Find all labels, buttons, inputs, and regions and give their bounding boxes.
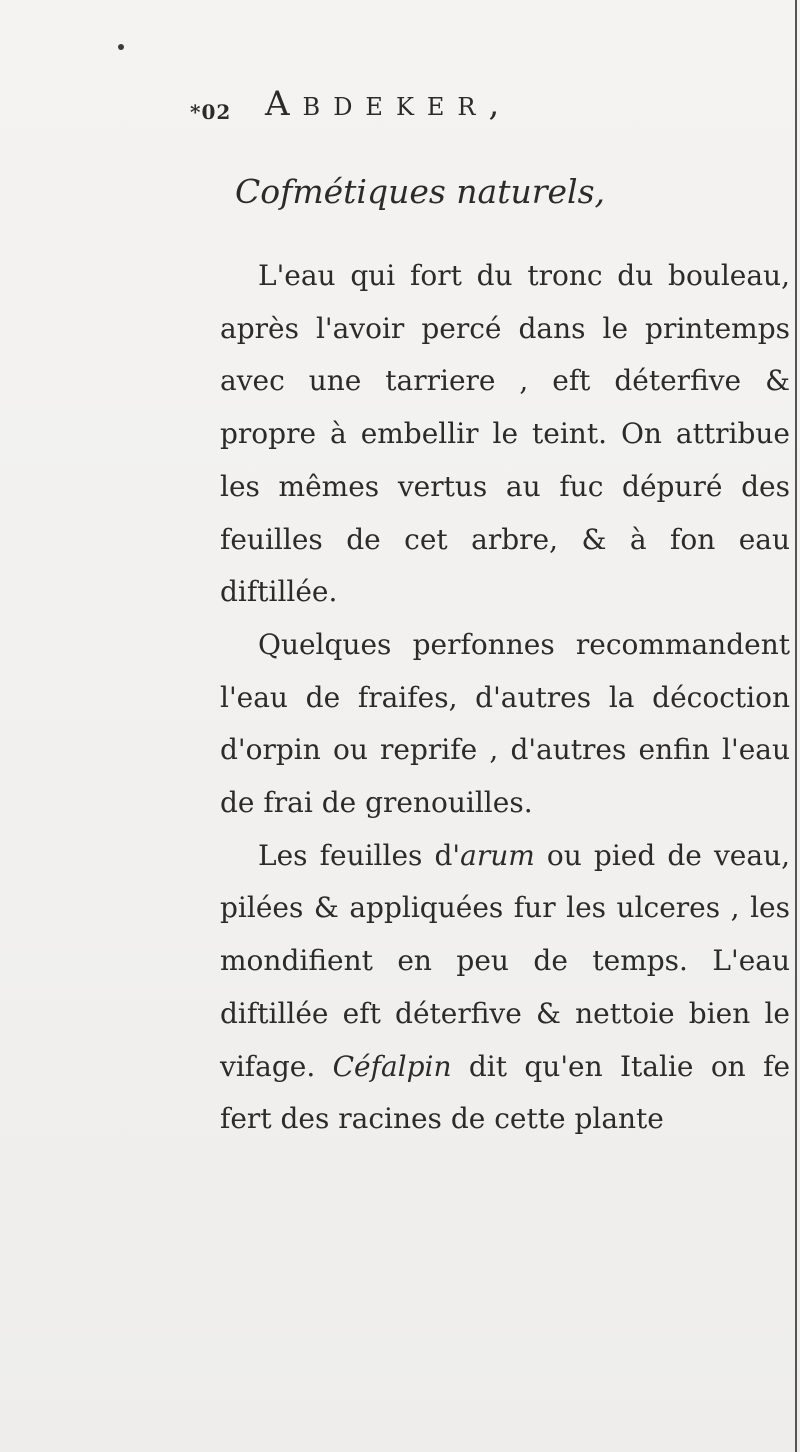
page-edge-line [795,0,797,1452]
paragraph-other-remedies: Quelques perfonnes recommandent l'eau de fraifes, d'autres la décoction d'orpin ou reprife , d'autres enfin l'eau de frai de grenouilles. [220,627,790,820]
arum-text-middle: ou pied de veau, pilées & appliquées fur les ulceres , les mondifient en peu de temps. L'eau diftillée eft déterfive & nettoie bien le vifage. [220,838,790,1083]
arum-text-end: dit qu'en Italie on fe fert des racines de cette plante [220,1049,791,1136]
arum-term: arum [460,838,535,872]
running-head: Abdeker, [265,84,513,124]
paragraph-arum [220,830,790,1146]
page-header [0,84,800,134]
page-number: *02 [190,100,232,124]
arum-text-start: Les feuilles d' [258,838,461,872]
body-text [220,250,790,1146]
section-title: Cofmétiques naturels, [234,172,606,211]
paragraph-birch-water: L'eau qui fort du tronc du bouleau, après l'avoir percé dans le printemps avec une tarriere , eft déterfive & propre à embellir le teint. On attribue les mêmes vertus au fuc dépuré des feuilles de cet arbre, & à fon eau diftillée. [220,259,790,609]
ink-speck [118,44,124,50]
cesalpin-name: Céfalpin [332,1049,452,1083]
